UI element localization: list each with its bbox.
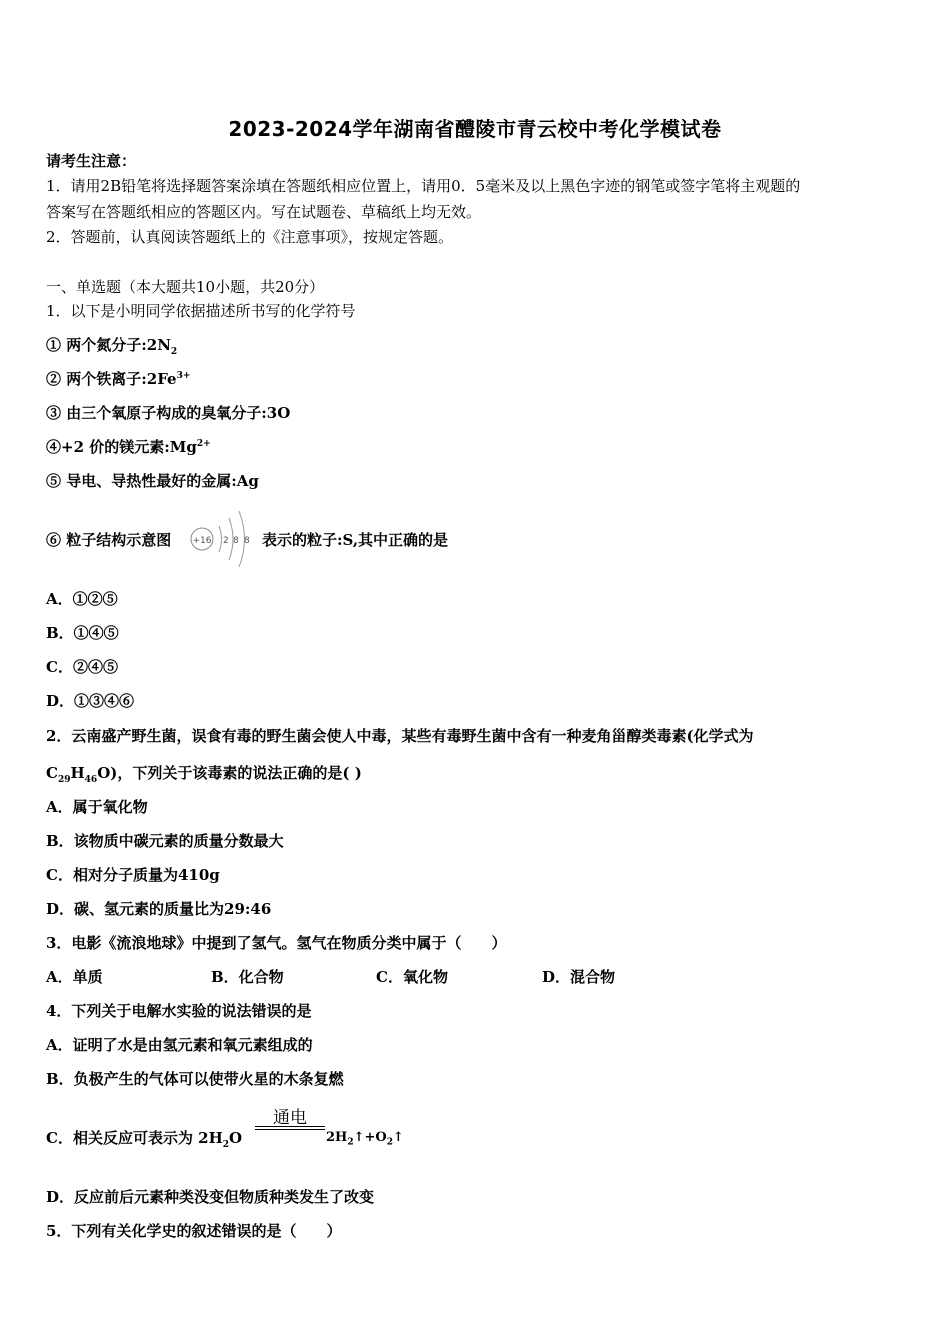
question-4-stem: 4．下列关于电解水实验的说法错误的是 [46, 1002, 312, 1020]
q1-statement-1: ① 两个氮分子$:2N_2$ [46, 336, 178, 357]
q2-option-a[interactable]: A．属于氧化物 [46, 798, 148, 816]
notice-heading: 请考生注意： [46, 152, 137, 170]
atom-nucleus-label: +16 [192, 536, 212, 546]
q1-option-a[interactable]: A．①②⑤ [46, 590, 118, 608]
question-1-stem: 1．以下是小明同学依据描述所书写的化学符号 [46, 302, 356, 320]
q1-statement-6-pre: ⑥ 粒子结构示意图 [46, 531, 172, 549]
q1-statement-4: ④+2 价的镁元素$:Mg^{2+}$ [46, 438, 211, 456]
q1-option-d[interactable]: D．①③④⑥ [46, 692, 135, 710]
reaction-line-bottom [255, 1129, 325, 1130]
atom-structure-diagram [188, 508, 256, 570]
question-2-stem: 2．云南盛产野生菌，误食有毒的野生菌会使人中毒，某些有毒野生菌中含有一种麦角甾醇类毒素(化学式为 [46, 727, 754, 745]
q3-option-a[interactable]: A．单质 [46, 968, 103, 986]
q1-option-c[interactable]: C．②④⑤ [46, 658, 118, 676]
q4-option-d[interactable]: D．反应前后元素种类没变但物质种类发生了改变 [46, 1188, 375, 1206]
atom-shell-3-label: 8 [244, 536, 250, 546]
q2-option-b[interactable]: B．该物质中碳元素的质量分数最大 [46, 832, 284, 850]
notice-item-2: 2．答题前，认真阅读答题纸上的《注意事项》，按规定答题。 [46, 228, 454, 246]
page-title: 2023-2024学年湖南省醴陵市青云校中考化学模试卷 [228, 117, 722, 141]
q1-statement-3: ③ 由三个氧原子构成的臭氧分子:3O [46, 404, 291, 422]
q4-option-b[interactable]: B．负极产生的气体可以使带火星的木条复燃 [46, 1070, 344, 1088]
q3-option-b[interactable]: B．化合物 [211, 968, 284, 986]
q3-option-c[interactable]: C．氧化物 [376, 968, 448, 986]
notice-item-1: 1．请用2B铅笔将选择题答案涂填在答题纸相应位置上，请用0．5毫米及以上黑色字迹的钢笔或签字笔将主观题的 [46, 177, 801, 195]
section-heading: 一、单选题（本大题共10小题，共20分） [46, 278, 325, 296]
q1-statement-5: ⑤ 导电、导热性最好的金属:Ag [46, 472, 259, 490]
q4-option-c[interactable]: C．相关反应可表示为 $2H_2O$ [46, 1129, 243, 1150]
question-5-stem: 5．下列有关化学史的叙述错误的是（ ） [46, 1222, 342, 1240]
q1-statement-2: ② 两个铁离子$:2Fe^{3+}$ [46, 370, 191, 388]
atom-shell-2-label: 8 [233, 536, 239, 546]
atom-shell-1-label: 2 [223, 536, 229, 546]
q2-option-d[interactable]: D．碳、氢元素的质量比为29:46 [46, 900, 272, 918]
q3-option-d[interactable]: D．混合物 [542, 968, 616, 986]
question-3-stem: 3．电影《流浪地球》中提到了氢气。氢气在物质分类中属于（ ） [46, 934, 507, 952]
q4-option-c-products: $2H_2↑+O_2↑$ [326, 1130, 404, 1148]
q1-option-b[interactable]: B．①④⑤ [46, 624, 119, 642]
question-2-formula-line: $C_{29}H_{46}O$)，下列关于该毒素的说法正确的是( ) [46, 764, 362, 785]
notice-item-1-cont: 答案写在答题纸相应的答题区内。写在试题卷、草稿纸上均无效。 [46, 203, 482, 221]
q4-option-a[interactable]: A．证明了水是由氢元素和氧元素组成的 [46, 1036, 313, 1054]
q2-option-c[interactable]: C．相对分子质量为410g [46, 866, 220, 884]
reaction-condition-arrow [255, 1103, 325, 1137]
reaction-condition-label: 通电 [273, 1108, 307, 1128]
q1-statement-6-post: 表示的粒子:S,其中正确的是 [262, 531, 449, 549]
reaction-line-top [255, 1126, 325, 1127]
